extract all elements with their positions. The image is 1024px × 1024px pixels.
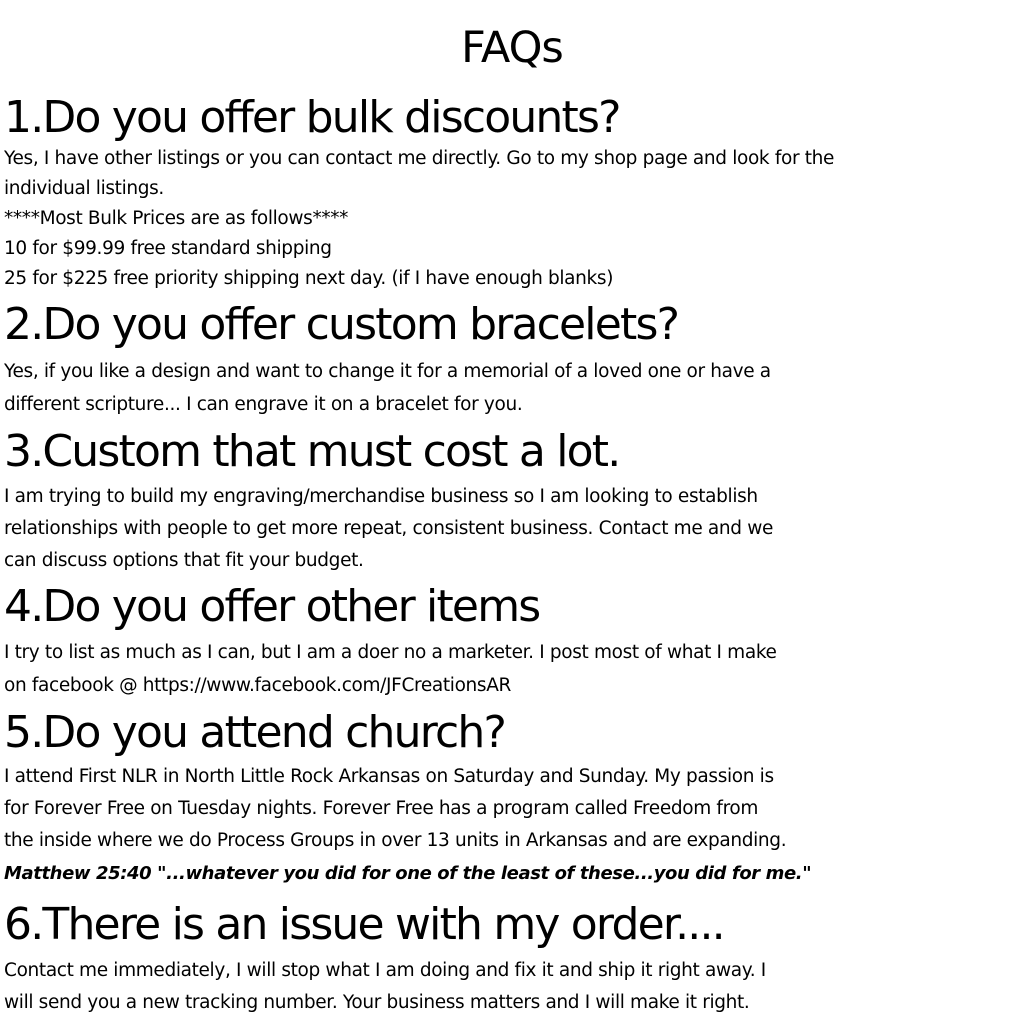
faq-answer-3-line-3: can discuss options that fit your budget. [4, 550, 364, 571]
faq-answer-6-line-1: Contact me immediately, I will stop what I am doing and fix it and ship it right away. I [4, 960, 766, 981]
faq-question-2: 2.Do you offer custom bracelets? [4, 299, 679, 350]
faq-answer-3-line-2: relationships with people to get more repeat, consistent business. Contact me and we [4, 518, 774, 539]
faq-question-5: 5.Do you attend church? [4, 707, 506, 758]
faq-answer-5-line-2: for Forever Free on Tuesday nights. Forever Free has a program called Freedom from [4, 798, 759, 819]
faq-answer-4-line-2: on facebook @ https://www.facebook.com/JFCreationsAR [4, 675, 512, 696]
faq-answer-1-line-5: 25 for $225 free priority shipping next day. (if I have enough blanks) [4, 268, 614, 289]
faq-answer-1-line-2: individual listings. [4, 178, 164, 199]
faq-answer-2-line-2: different scripture... I can engrave it on a bracelet for you. [4, 394, 523, 415]
faq-answer-3-line-1: I am trying to build my engraving/merchandise business so I am looking to establish [4, 486, 758, 507]
faq-answer-5-line-3: the inside where we do Process Groups in over 13 units in Arkansas and are expanding. [4, 830, 787, 851]
page-title: FAQs [461, 23, 563, 73]
faq-question-1: 1.Do you offer bulk discounts? [4, 92, 620, 143]
faq-answer-6-line-2: will send you a new tracking number. Your business matters and I will make it right. [4, 992, 750, 1013]
faq-answer-5-verse: Matthew 25:40 "...whatever you did for one of the least of these...you did for me." [4, 863, 812, 884]
faq-question-6: 6.There is an issue with my order.... [4, 899, 724, 950]
faq-answer-1-line-3: ****Most Bulk Prices are as follows**** [4, 208, 349, 229]
faq-question-4: 4.Do you offer other items [4, 581, 540, 632]
faq-answer-1-line-4: 10 for $99.99 free standard shipping [4, 238, 332, 259]
faq-answer-4-line-1: I try to list as much as I can, but I am a doer no a marketer. I post most of what I make [4, 642, 777, 663]
faq-answer-5-line-1: I attend First NLR in North Little Rock Arkansas on Saturday and Sunday. My passion is [4, 766, 774, 787]
faq-question-3: 3.Custom that must cost a lot. [4, 426, 620, 477]
faq-answer-2-line-1: Yes, if you like a design and want to change it for a memorial of a loved one or have a [4, 361, 771, 382]
faq-answer-1-line-1: Yes, I have other listings or you can contact me directly. Go to my shop page and look for the [4, 148, 835, 169]
